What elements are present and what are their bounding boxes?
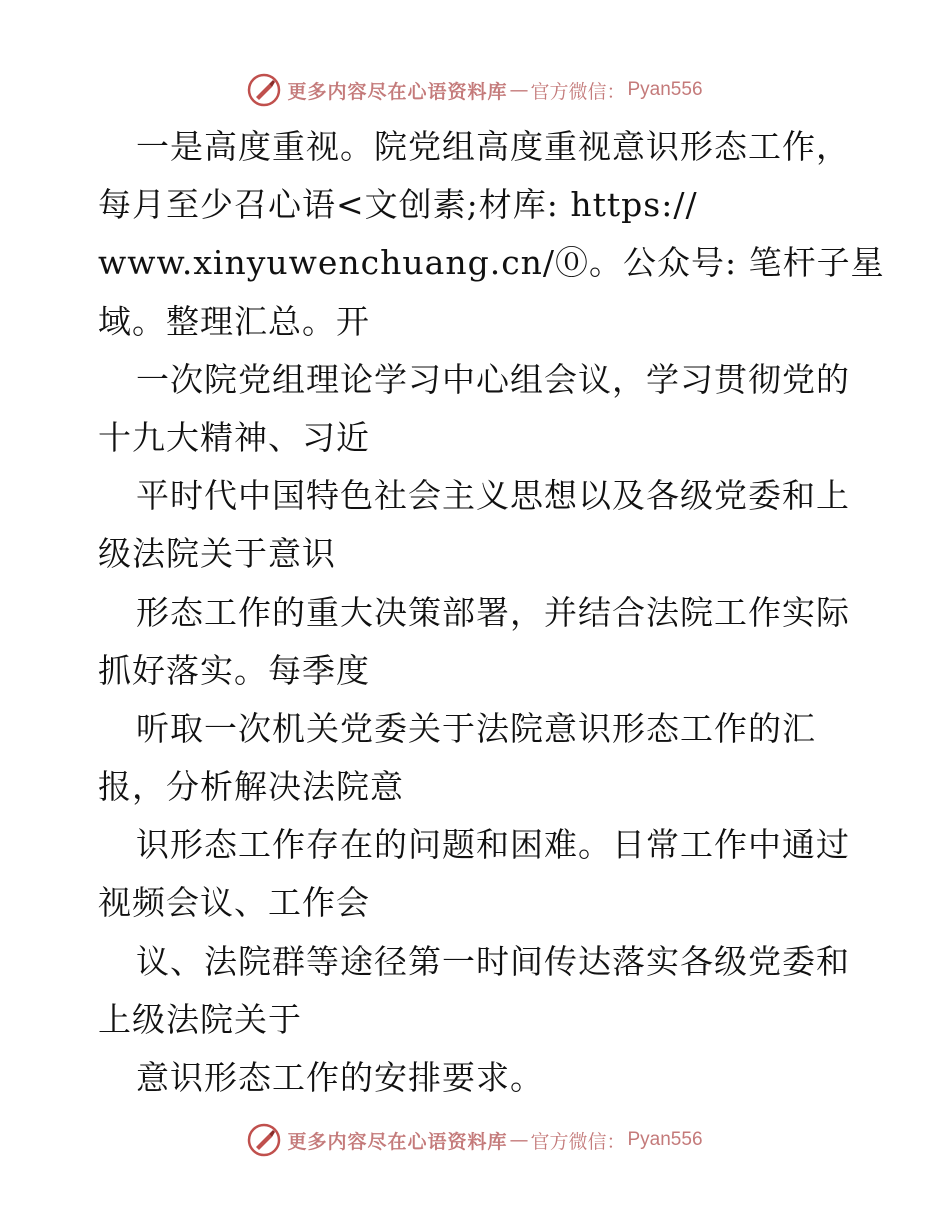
watermark-sub: 官方微信： [530, 80, 626, 103]
pen-logo-icon [247, 73, 281, 107]
watermark-text: 更多内容尽在心语资料库 [287, 80, 508, 103]
watermark-dash: — [509, 1129, 529, 1151]
paragraph-line: 视频会议、工作会 [98, 883, 370, 923]
paragraph-line: 上级法院关于 [98, 999, 302, 1039]
watermark-handle: Pyan556 [627, 79, 703, 100]
paragraph-line: 域。整理汇总。开 [98, 301, 370, 341]
paragraph-line: 十九大精神、习近 [98, 417, 370, 457]
watermark-header [0, 70, 950, 110]
paragraph-line: 听取一次机关党委关于法院意识形态工作的汇 [136, 708, 816, 748]
document-body [98, 118, 885, 1107]
pen-logo-icon [247, 1123, 281, 1157]
paragraph-line: 意识形态工作的安排要求。 [136, 1058, 544, 1097]
paragraph-line: 平时代中国特色社会主义思想以及各级党委和上 [136, 476, 850, 516]
paragraph-line: 报，分析解决法院意 [98, 767, 404, 807]
paragraph-line: 识形态工作存在的问题和困难。日常工作中通过 [136, 825, 850, 865]
watermark-text: 更多内容尽在心语资料库 [287, 1130, 508, 1153]
watermark-dash: — [509, 79, 529, 101]
paragraph-line: 一次院党组理论学习中心组会议，学习贯彻党的 [136, 359, 850, 399]
paragraph-line: www.xinyuwenchuang.cn/⓪。公众号: 笔杆子星 [98, 243, 885, 283]
paragraph-line: 抓好落实。每季度 [98, 650, 370, 690]
watermark-footer [0, 1120, 950, 1160]
watermark-handle: Pyan556 [627, 1129, 703, 1150]
paragraph-line: 每月至少召心语<文创素;材库: https:// [98, 185, 698, 225]
paragraph-line: 一是高度重视。院党组高度重视意识形态工作， [136, 127, 850, 166]
watermark-sub: 官方微信： [530, 1130, 626, 1153]
paragraph-line: 议、法院群等途径第一时间传达落实各级党委和 [136, 941, 850, 981]
paragraph-line: 级法院关于意识 [98, 534, 336, 574]
paragraph-line: 形态工作的重大决策部署，并结合法院工作实际 [136, 592, 850, 632]
